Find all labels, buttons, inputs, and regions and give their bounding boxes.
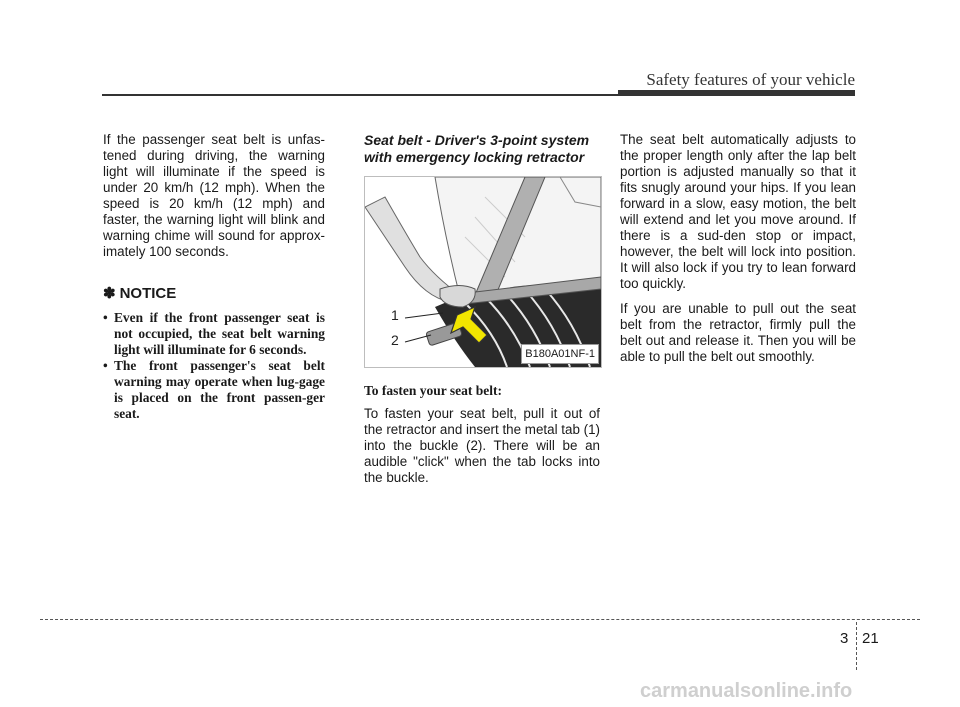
seat-belt-illustration (365, 177, 601, 367)
footer-rule (40, 619, 920, 620)
retractor-paragraph: If you are unable to pull out the seat belt from the retractor, firmly pull the belt out and release it. Then you will be able to pull the belt out smoothly. (620, 301, 856, 364)
notice-label: NOTICE (119, 285, 177, 302)
fasten-subheading: To fasten your seat belt: (364, 383, 502, 398)
adjust-paragraph: The seat belt automatically adjusts to the proper length only after the lap belt portion is adjusted manually so that it fits snugly around your hips. If you lean forward in a slow, easy motion, the belt will extend and let you move around. If there is a sud-den stop or impact, however, the belt will lock into position. It will also lock if you try to lean forward too quickly. (620, 132, 856, 291)
column-3 (620, 132, 856, 374)
passenger-belt-paragraph: If the passenger seat belt is unfas-tened during driving, the warning light will illuminate if the speed is under 20 km/h (12 mph). When the speed is 20 km/h (12 mph) and faster, the warning light will blink and warning chime will sound for approx-imately 100 seconds. (103, 132, 325, 259)
callout-2-label: 2 (391, 332, 399, 348)
notice-heading (103, 286, 325, 302)
fasten-paragraph: To fasten your seat belt, pull it out of the retractor and insert the metal tab (1) into the buckle (2). There will be an audible "click" when the tab locks into the buckle. (364, 406, 600, 485)
footer-divider (856, 622, 857, 670)
notice-list (103, 310, 325, 422)
page-number: 21 (862, 630, 879, 647)
callout-1-label: 1 (391, 307, 399, 323)
notice-item-1: • Even if the front passenger seat is not occupied, the seat belt warning light will illuminate for 6 seconds. (103, 310, 325, 358)
section-title: Seat belt - Driver's 3-point system with emergency locking retractor (364, 132, 590, 165)
watermark: carmanualsonline.info (640, 680, 853, 702)
seat-belt-figure (364, 176, 602, 368)
chapter-number: 3 (840, 630, 849, 647)
notice-item-2: • The front passenger's seat belt warning may operate when lug-gage is placed on the front passen-ger seat. (103, 358, 325, 422)
figure-code: B180A01NF-1 (521, 344, 599, 364)
column-1 (103, 132, 325, 422)
notice-star-icon: ✽ (103, 285, 116, 302)
header-rule-accent (618, 90, 855, 96)
page-header-title: Safety features of your vehicle (646, 70, 855, 89)
column-2 (364, 132, 600, 495)
